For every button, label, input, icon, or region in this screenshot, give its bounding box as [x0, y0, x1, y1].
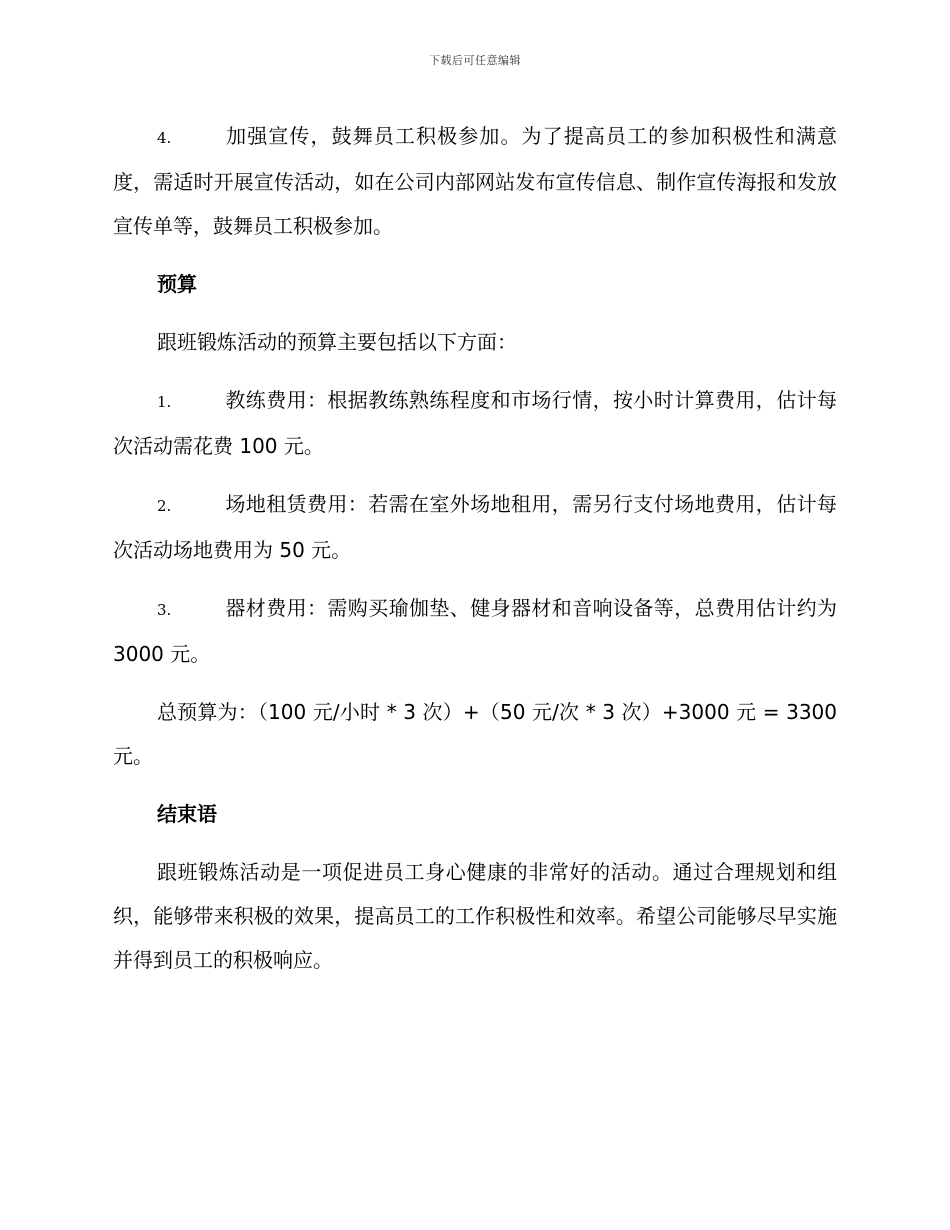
spacer	[113, 778, 837, 792]
document-body	[113, 114, 837, 982]
spacer	[113, 306, 837, 320]
list-item-text: 加强宣传，鼓舞员工积极参加。为了提高员工的参加积极性和满意度，需适时开展宣传活动，如在公司内部网站发布宣传信息、制作宣传海报和发放宣传单等，鼓舞员工积极参加。	[113, 124, 837, 238]
budget-item-2	[113, 482, 837, 572]
section-heading-budget: 预算	[157, 272, 197, 296]
list-number: 3.	[157, 601, 172, 619]
spacer	[113, 468, 837, 482]
budget-intro: 跟班锻炼活动的预算主要包括以下方面：	[157, 330, 517, 354]
conclusion-text: 跟班锻炼活动是一项促进员工身心健康的非常好的活动。通过合理规划和组织，能够带来积极的效果，提高员工的工作积极性和效率。希望公司能够尽早实施并得到员工的积极响应。	[113, 860, 837, 972]
section-heading-conclusion: 结束语	[157, 802, 217, 826]
budget-item-1	[113, 378, 837, 468]
spacer	[113, 364, 837, 378]
spacer	[113, 836, 837, 850]
list-number: 2.	[157, 497, 172, 515]
list-item-text: 器材费用：需购买瑜伽垫、健身器材和音响设备等，总费用估计约为 3000 元。	[113, 596, 837, 666]
list-item-4	[113, 114, 837, 248]
spacer	[113, 248, 837, 262]
list-item-text: 教练费用：根据教练熟练程度和市场行情，按小时计算费用，估计每次活动需花费 100 元。	[113, 388, 837, 458]
spacer	[113, 676, 837, 690]
page-header: 下载后可任意编辑	[429, 54, 521, 67]
list-number: 4.	[157, 129, 172, 147]
budget-total: 总预算为：（100 元/小时 * 3 次）+（50 元/次 * 3 次）+3000 元 = 3300 元。	[113, 700, 837, 768]
spacer	[113, 572, 837, 586]
list-item-text: 场地租赁费用：若需在室外场地租用，需另行支付场地费用，估计每次活动场地费用为 50 元。	[113, 492, 837, 562]
budget-item-3	[113, 586, 837, 676]
list-number: 1.	[157, 393, 172, 411]
